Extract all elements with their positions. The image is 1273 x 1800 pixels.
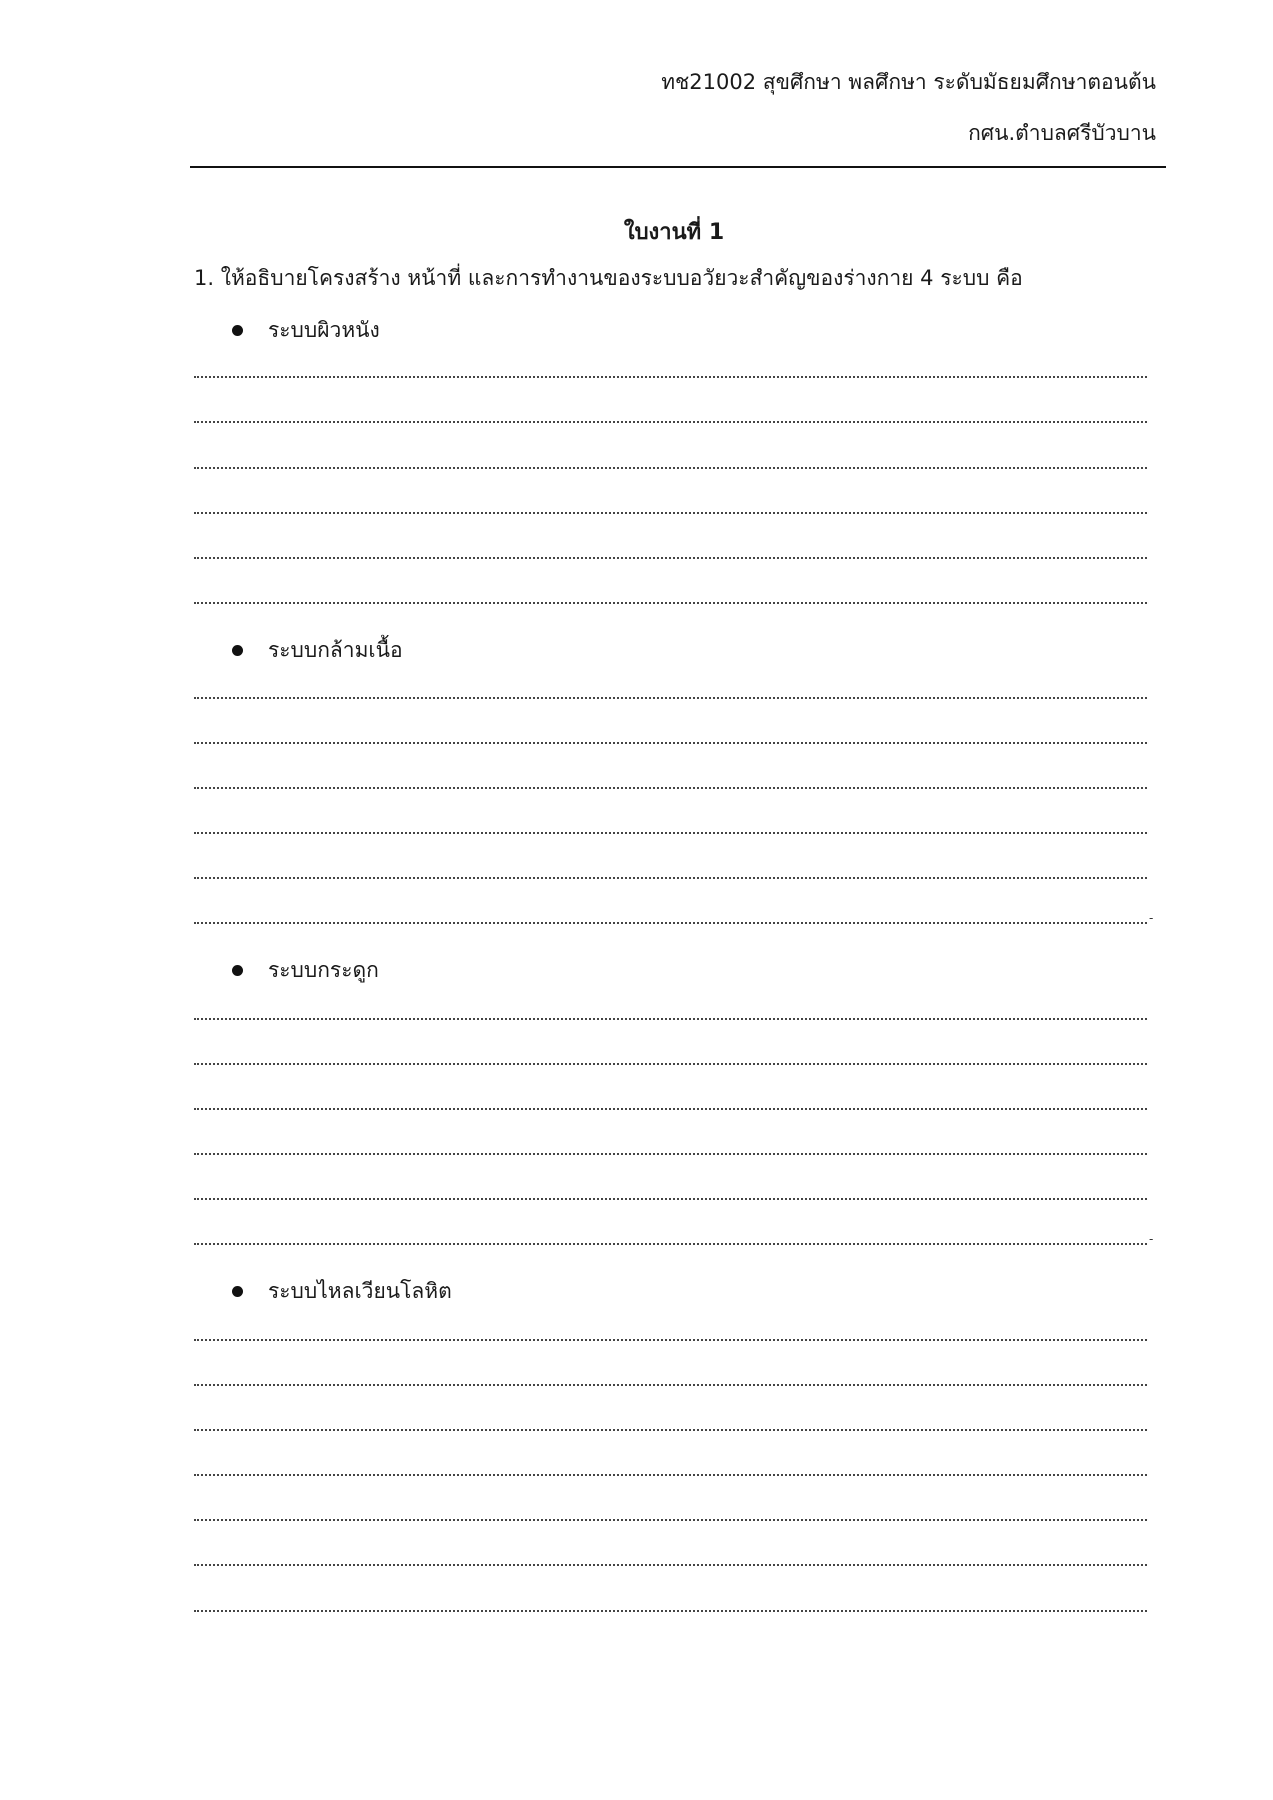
answer-line[interactable]	[194, 1519, 1147, 1521]
section-label: ระบบผิวหนัง	[268, 317, 380, 342]
line-end-mark: -	[1149, 1232, 1154, 1246]
school-header: กศน.ตำบลศรีบัวบาน	[968, 121, 1156, 145]
bullet-item	[232, 1278, 452, 1304]
answer-line[interactable]	[194, 557, 1147, 559]
answer-line[interactable]	[194, 1474, 1147, 1476]
question-text: 1. ให้อธิบายโครงสร้าง หน้าที่ และการทำงานของระบบอวัยวะสำคัญของร่างกาย 4 ระบบ คือ	[194, 266, 1023, 290]
answer-line[interactable]	[194, 877, 1147, 879]
line-end-mark: -	[1149, 911, 1154, 925]
answer-line[interactable]	[194, 1339, 1147, 1341]
answer-line[interactable]	[194, 421, 1147, 423]
bullet-icon	[232, 965, 243, 976]
answer-line[interactable]	[194, 467, 1147, 469]
answer-line[interactable]	[194, 1610, 1147, 1612]
header-divider	[190, 166, 1166, 168]
answer-line[interactable]	[194, 1153, 1147, 1155]
answer-line[interactable]	[194, 697, 1147, 699]
answer-line[interactable]	[194, 512, 1147, 514]
answer-line[interactable]	[194, 742, 1147, 744]
bullet-icon	[232, 325, 243, 336]
course-header: ทช21002 สุขศึกษา พลศึกษา ระดับมัธยมศึกษาตอนต้น	[661, 70, 1156, 94]
answer-line[interactable]	[194, 602, 1147, 604]
answer-line[interactable]	[194, 787, 1147, 789]
section-label: ระบบกล้ามเนื้อ	[268, 637, 403, 662]
answer-line[interactable]	[194, 1063, 1147, 1065]
bullet-icon	[232, 1286, 243, 1297]
section-label: ระบบกระดูก	[268, 957, 379, 982]
answer-line[interactable]	[194, 1018, 1147, 1020]
answer-line[interactable]	[194, 832, 1147, 834]
answer-line[interactable]	[194, 1564, 1147, 1566]
answer-line[interactable]	[194, 1108, 1147, 1110]
answer-line[interactable]	[194, 1429, 1147, 1431]
answer-line[interactable]	[194, 376, 1147, 378]
section-label: ระบบไหลเวียนโลหิต	[268, 1278, 452, 1303]
answer-line[interactable]	[194, 1198, 1147, 1200]
bullet-icon	[232, 645, 243, 656]
answer-line[interactable]	[194, 922, 1147, 924]
answer-line[interactable]	[194, 1384, 1147, 1386]
bullet-item	[232, 637, 403, 663]
answer-line[interactable]	[194, 1243, 1147, 1245]
bullet-item	[232, 957, 379, 983]
worksheet-title: ใบงานที่ 1	[623, 220, 725, 245]
bullet-item	[232, 317, 380, 343]
